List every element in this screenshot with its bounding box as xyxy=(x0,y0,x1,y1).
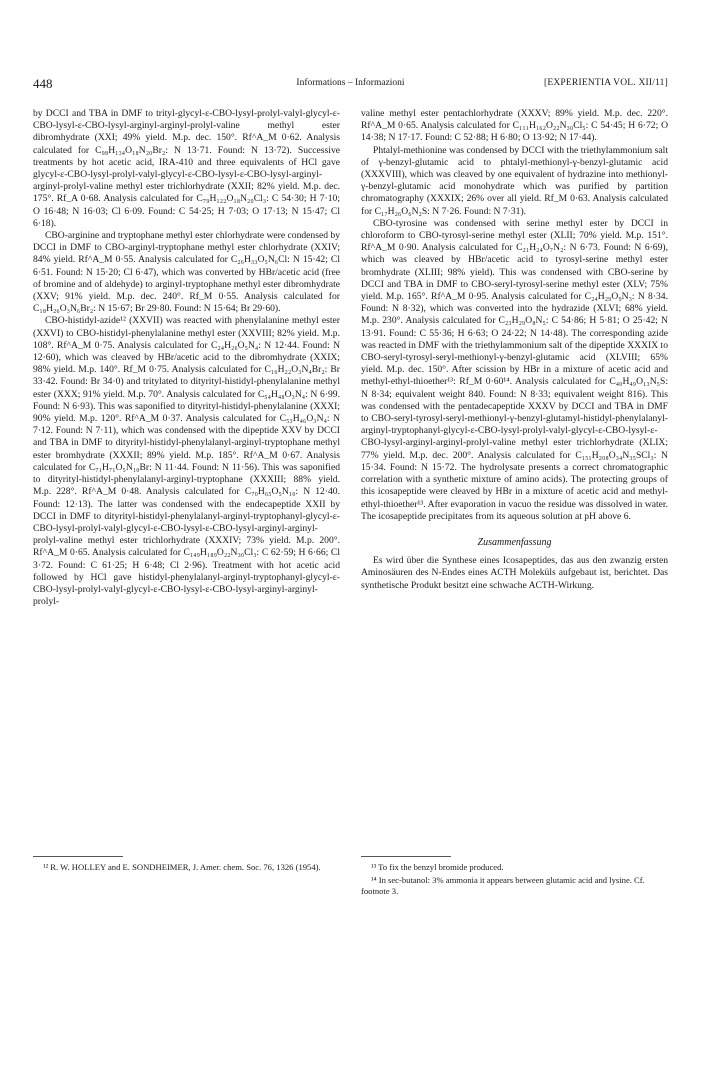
footnote-rule-right xyxy=(361,856,451,857)
right-paragraph-1: valine methyl ester pentachlorhydrate (XXXV; 89% yield. M.p. dec. 220°. Rf^A_M 0·65. Analysis calculated for C₁₁₁H₁₆₂O₂₂N₃₀Cl₅: C 54·45; H 6·72; O 14·38; N 17·17. Found: C 52·88; H 6·80; O 13·92; N 17·44). xyxy=(361,108,668,144)
left-paragraph-2: CBO-arginine and tryptophane methyl ester chlorhydrate were condensed by DCCI in DMF to CBO-arginyl-tryptophane methyl ester chlorhydrate (XXIV; 84% yield. Rf^A_M 0·55. Analysis calculated for C₂₆H₃₃O₅N₆Cl: N 15·42; Cl 6·51. Found: N 15·20; Cl 6·47), which was converted by HBr/acetic acid (free of bromine and of aldehyde) to arginyl-tryptophane methyl ester dibromhydrate (XXV; 91% yield. M.p. dec. 240°. Rf_M 0·55. Analysis calculated for C₁₈H₂₆O₃N₆Br₂: N 15·67; Br 29·80. Found: N 15·64; Br 29·60). xyxy=(33,230,341,315)
left-paragraph-3: CBO-histidyl-azide¹² (XXVII) was reacted with phenylalanine methyl ester (XXVI) to CBO-histidyl-phenylalanine methyl ester (XXVIII; 82% yield. M.p. 108°. Rf^A_M 0·75. Analysis calculated for C₂₄H₂₆O₅N₄: N 12·44. Found: N 12·60), which was cleaved by HBr/acetic acid to the dibromhydrate (XXIX; 98% yield. M.p. 140°. Rf_M 0·75. Analysis calculated for C₁₆H₂₂O₃N₄Br₂: Br 33·42. Found: Br 34·0) and tritylated to dityrityl-histidyl-phenylalanine methyl ester (XXX; 91% yield. M.p. 70°. Analysis calculated for C₅₄H₄₈O₃N₄: N 6·99. Found: N 6·93). This was saponified to dityrityl-histidyl-phenylalanine (XXXI; 90% yield. M.p. 120°. Rf^A_M 0·37. Analysis calculated for C₅₃H₄₆O₃N₄: N 7·12. Found: N 7·11), which was condensed with the dipeptide XXV by DCCI and TBA in DMF to dityrityl-histidyl-phenylalanyl-arginyl-tryptophane methyl ester bromhydrate (XXXII; 89% yield. M.p. 185°. Rf^A_M 0·67. Analysis calculated for C₇₁H₇₁O₅N₁₀Br: N 11·44. Found: N 11·56). This was saponified to dityrityl-histidyl-phenylalanyl-arginyl-tryptophane (XXXIII; 88% yield. M.p. 228°. Rf^A_M 0·48. Analysis calculated for C₇₀H₆₅O₅N₁₀: N 12·40. Found: 12·13). The latter was condensed with the endecapeptide XXII by DCCI in DMF to dityrityl-histidyl-phenylalanyl-arginyl-tryptophanyl-glycyl-ε-CBO-lysyl-prolyl-valyl-glycyl-ε-CBO-lysyl-ε-CBO-lysyl-arginyl-arginyl-prolyl-valine methyl ester trichlorhydrate (XXXIV; 73% yield. M.p. 200°. Rf^A_M 0·65. Analysis calculated for C₁₄₉H₁₈₉O₂₂N₃₀Cl₃: C 62·59; H 6·66; Cl 3·72. Found: C 61·25; H 6·48; Cl 2·96). Treatment with hot acetic acid followed by HCl gave histidyl-phenylalanyl-arginyl-tryptophanyl-glycyl-ε-CBO-lysyl-prolyl-valyl-glycyl-ε-CBO-lysyl-ε-CBO-lysyl-arginyl-arginyl-prolyl- xyxy=(33,315,340,608)
right-paragraph-2: Phtalyl-methionine was condensed by DCCI with the triethylammonium salt of γ-benzyl-glutamic acid to phtalyl-methionyl-γ-benzyl-glutamic acid (XXXVIII), which was cleaved by one equivalent of hydrazine into methionyl-γ-benzyl-glutamic acid monohydrate which was purified by partition chromatography (XXXIX; 26% over all yield. Rf_M 0·63. Analysis calculated for C₁₇H₂₆O₆N₂S: N 7·26. Found: N 7·31). xyxy=(361,144,668,217)
zusammenfassung-heading: Zusammenfassung xyxy=(477,536,552,548)
journal-reference: [EXPERIENTIA VOL. XII/11] xyxy=(544,78,668,88)
footnote-14: ¹⁴ In sec-butanol: 3% ammonia it appears between glutamic acid and lysine. Cf. footnote 3. xyxy=(361,875,645,896)
page-number: 448 xyxy=(33,76,53,91)
running-title: Informations – Informazioni xyxy=(296,78,405,88)
right-paragraph-3: CBO-tyrosine was condensed with serine methyl ester by DCCI in chloroform to CBO-tyrosyl-serine methyl ester (XLII; 70% yield. M.p. 151°. Rf^A_M 0·90. Analysis calculated for C₂₁H₂₄O₇N₂: N 6·73. Found: N 6·69), which was cleaved by HBr/acetic acid to tyrosyl-serine methyl ester bromhydrate (XLIII; 98% yield). This was condensed with CBO-serine by DCCI and TBA in DMF to CBO-seryl-tyrosyl-serine methyl ester (XLV; 75% yield. M.p. 165°. Rf^A_M 0·95. Analysis calculated for C₂₄H₂₉O₉N₃: N 8·34. Found: N 8·32), which was converted into the hydrazide (XLVI; 68% yield. M.p. 230°. Analysis calculated for C₂₃H₂₉O₈N₅: C 54·86; H 5·81; O 25·42; N 13·91. Found: C 55·36; H 6·63; O 24·22; N 14·48). The corresponding azide was reacted in DMF with the triethylammonium salt of the dipeptide XXXIX to CBO-seryl-tyrosyl-seryl-methionyl-γ-benzyl-glutamic acid (XLVIII; 65% yield. M.p. dec. 150°. After scission by HBr in a mixture of acetic acid and methyl-ethyl-thioether¹³: Rf_M 0·60¹⁴. Analysis calculated for C₄₀H₄₉O₁₃N₅S: N 8·34; equivalent weight 840. Found: N 8·33; equivalent weight 816). This was condensed with the pentadecapeptide XXXV by DCCI and TBA in DMF to CBO-seryl-tyrosyl-seryl-methionyl-γ-benzyl-glutamyl-histidyl-phenylalanyl-arginyl-tryptophanyl-glycyl-ε-CBO-lysyl-prolyl-valyl-glycyl-ε-CBO-lysyl-ε-CBO-lysyl-arginyl-arginyl-prolyl-valine methyl ester trichlorhydrate (XLIX; 77% yield. M.p. dec. 200°. Analysis calculated for C₁₅₁H₂₀₈O₃₄N₃₅SCl₃: N 15·34. Found: N 15·72. The hydrolysate presents a correct chromatographic correlation with a synthetic mixture of amino acids). The protecting groups of this icosapeptide were cleaved by HBr in a mixture of acetic acid and methyl-ethyl-thioether¹³. After evaporation in vacuo the residue was dissolved in water. The icosapeptide precipitates from its aqueous solution at pH above 6. xyxy=(361,217,668,522)
right-column xyxy=(361,108,668,592)
footnote-12: ¹² R. W. HOLLEY and E. SONDHEIMER, J. Amer. chem. Soc. 76, 1326 (1954). xyxy=(43,862,321,872)
footnotes-left xyxy=(33,862,340,875)
left-column xyxy=(33,108,340,608)
footnote-rule-left xyxy=(33,856,123,857)
zusammenfassung-text: Es wird über die Synthese eines Icosapeptides, das aus den zwanzig ersten Aminosäuren des N-Endes eines ACTH Moleküls aufgebaut ist, berichtet. Das synthetische Produkt besitzt eine schwache ACTH-Wirkung. xyxy=(361,555,668,591)
footnotes-right xyxy=(361,862,668,899)
left-paragraph-1: by DCCI and TBA in DMF to trityl-glycyl-ε-CBO-lysyl-prolyl-valyl-glycyl-ε-CBO-lysyl-ε-CBO-lysyl-arginyl-arginyl-prolyl-valine methyl ester dibromhydrate (XXI; 49% yield. M.p. dec. 150°. Rf^A_M 0·62. Analysis calculated for C₉₈H₁₃₄O₁₈N₂₀Br₂: N 13·71. Found: N 13·72). Successive treatments by hot acetic acid, IRA-410 and three equivalents of HCl gave glycyl-ε-CBO-lysyl-prolyl-valyl-glycyl-ε-CBO-lysyl-ε-CBO-lysyl-arginyl-arginyl-prolyl-valine methyl ester trichlorhydrate (XXII; 82% yield. M.p. dec. 175°. Rf_A 0·68. Analysis calculated for C₇₉H₁₂₂O₁₈N₂₀Cl₃: C 54·30; H 7·10; O 16·48; N 16·03; Cl 6·09. Found: C 54·25; H 7·03; O 17·13; N 15·47; Cl 6·18). xyxy=(33,108,340,229)
footnote-13: ¹³ To fix the benzyl bromide produced. xyxy=(371,862,504,872)
page-header xyxy=(33,76,668,94)
